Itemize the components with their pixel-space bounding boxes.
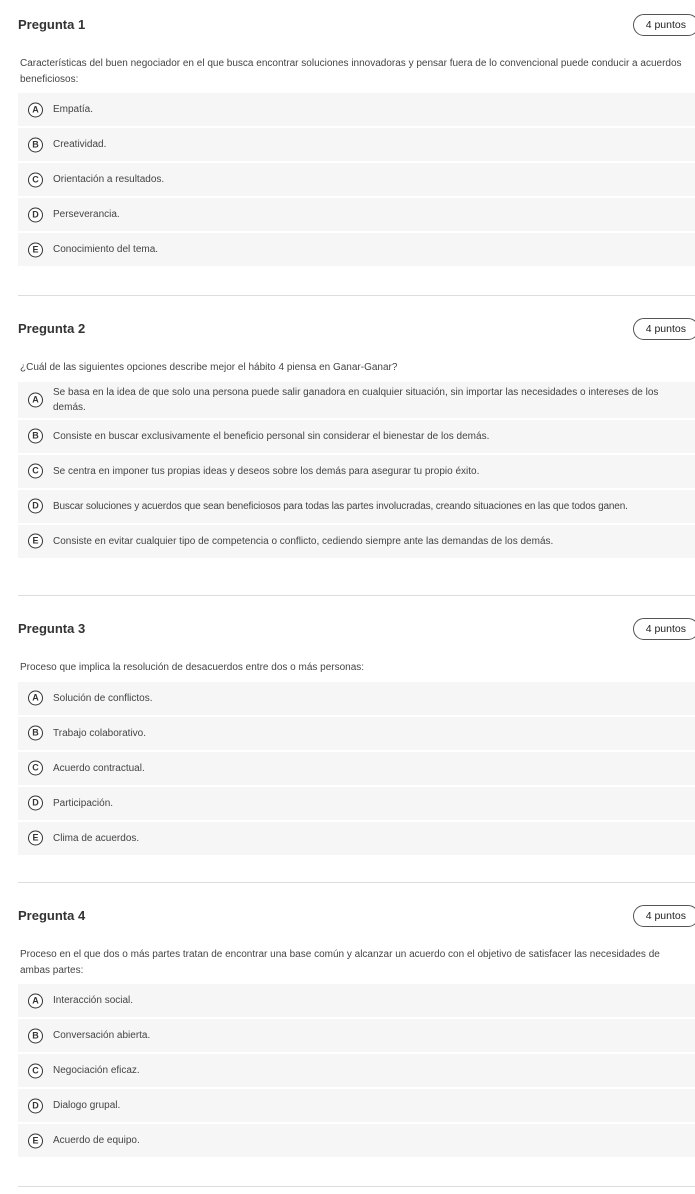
option-text: Consiste en evitar cualquier tipo de competencia o conflicto, cediendo siempre ante las demandas de los demás.	[53, 535, 554, 547]
option-text: Interacción social.	[53, 995, 134, 1006]
question-2	[18, 318, 695, 560]
option-text: Orientación a resultados.	[53, 174, 165, 185]
option-e[interactable]	[18, 525, 695, 558]
question-title: Pregunta 4	[18, 908, 86, 923]
question-text: Características del buen negociador en el que busca encontrar soluciones innovadoras y pensar fuera de lo convencional puede conducir a acuerdos beneficiosos:	[20, 58, 682, 85]
option-c[interactable]	[18, 752, 695, 785]
option-letter-badge: A	[28, 691, 43, 706]
question-title: Pregunta 2	[18, 321, 86, 336]
options-list	[18, 93, 695, 266]
option-d[interactable]	[18, 490, 695, 523]
points-badge: 4 puntos	[633, 14, 695, 36]
option-c[interactable]	[18, 455, 695, 488]
question-header	[18, 905, 695, 927]
option-letter-badge: C	[28, 761, 43, 776]
option-text: Consiste en buscar exclusivamente el beneficio personal sin considerar el bienestar de los demás.	[53, 430, 490, 442]
option-d[interactable]	[18, 1089, 695, 1122]
question-text: ¿Cuál de las siguientes opciones describe mejor el hábito 4 piensa en Ganar-Ganar?	[20, 362, 398, 373]
options-list	[18, 984, 695, 1157]
option-text: Empatía.	[53, 104, 94, 115]
option-letter-badge: D	[28, 499, 43, 514]
question-title: Pregunta 1	[18, 17, 86, 32]
option-b[interactable]	[18, 128, 695, 161]
option-letter-badge: E	[28, 1133, 43, 1148]
option-letter-badge: A	[28, 392, 43, 407]
question-3	[18, 618, 695, 857]
question-4	[18, 905, 695, 1159]
option-letter-badge: A	[28, 993, 43, 1008]
question-text: Proceso que implica la resolución de desacuerdos entre dos o más personas:	[20, 662, 365, 673]
question-divider	[18, 595, 695, 596]
option-text: Acuerdo de equipo.	[53, 1135, 140, 1146]
question-divider	[18, 882, 695, 883]
option-letter-badge: E	[28, 831, 43, 846]
option-b[interactable]	[18, 717, 695, 750]
option-text: Se centra en imponer tus propias ideas y deseos sobre los demás para asegurar tu propio éxito.	[53, 465, 480, 477]
question-divider	[18, 1186, 695, 1187]
option-c[interactable]	[18, 1054, 695, 1087]
option-text: Negociación eficaz.	[53, 1065, 140, 1076]
option-c[interactable]	[18, 163, 695, 196]
option-a[interactable]	[18, 682, 695, 715]
points-badge: 4 puntos	[633, 618, 695, 640]
option-text: Se basa en la idea de que solo una persona puede salir ganadora en cualquier situación, sin importar las necesidades o intereses de los demás.	[53, 386, 659, 413]
option-letter-badge: C	[28, 1063, 43, 1078]
option-letter-badge: D	[28, 796, 43, 811]
option-text: Buscar soluciones y acuerdos que sean beneficiosos para todas las partes involucradas, creando situaciones en las que todos ganen.	[53, 500, 628, 512]
options-list	[18, 682, 695, 855]
options-list	[18, 382, 695, 558]
option-letter-badge: A	[28, 102, 43, 117]
option-letter-badge: B	[28, 137, 43, 152]
option-text: Clima de acuerdos.	[53, 832, 140, 844]
option-letter-badge: E	[28, 534, 43, 549]
option-d[interactable]	[18, 787, 695, 820]
question-header	[18, 318, 695, 340]
points-badge: 4 puntos	[633, 905, 695, 927]
question-divider	[18, 295, 695, 296]
option-a[interactable]	[18, 984, 695, 1017]
option-text: Creatividad.	[53, 139, 107, 150]
question-title: Pregunta 3	[18, 621, 86, 636]
option-e[interactable]	[18, 822, 695, 855]
option-letter-badge: E	[28, 242, 43, 257]
points-badge: 4 puntos	[633, 318, 695, 340]
question-header	[18, 618, 695, 640]
option-a[interactable]	[18, 93, 695, 126]
option-letter-badge: B	[28, 429, 43, 444]
option-letter-badge: C	[28, 172, 43, 187]
question-text: Proceso en el que dos o más partes tratan de encontrar una base común y alcanzar un acuerdo con el objetivo de satisfacer las necesidades de ambas partes:	[20, 949, 660, 976]
option-text: Trabajo colaborativo.	[53, 727, 147, 739]
question-header	[18, 14, 695, 36]
option-b[interactable]	[18, 420, 695, 453]
option-text: Solución de conflictos.	[53, 692, 153, 704]
option-b[interactable]	[18, 1019, 695, 1052]
option-letter-badge: B	[28, 1028, 43, 1043]
option-letter-badge: C	[28, 464, 43, 479]
option-e[interactable]	[18, 233, 695, 266]
option-d[interactable]	[18, 198, 695, 231]
question-1	[18, 14, 695, 268]
option-e[interactable]	[18, 1124, 695, 1157]
option-text: Conocimiento del tema.	[53, 244, 159, 255]
option-letter-badge: B	[28, 726, 43, 741]
option-letter-badge: D	[28, 207, 43, 222]
option-text: Perseverancia.	[53, 209, 120, 220]
option-text: Acuerdo contractual.	[53, 762, 145, 774]
option-text: Participación.	[53, 797, 114, 809]
option-letter-badge: D	[28, 1098, 43, 1113]
option-a[interactable]	[18, 382, 695, 418]
option-text: Dialogo grupal.	[53, 1100, 121, 1111]
option-text: Conversación abierta.	[53, 1030, 151, 1041]
